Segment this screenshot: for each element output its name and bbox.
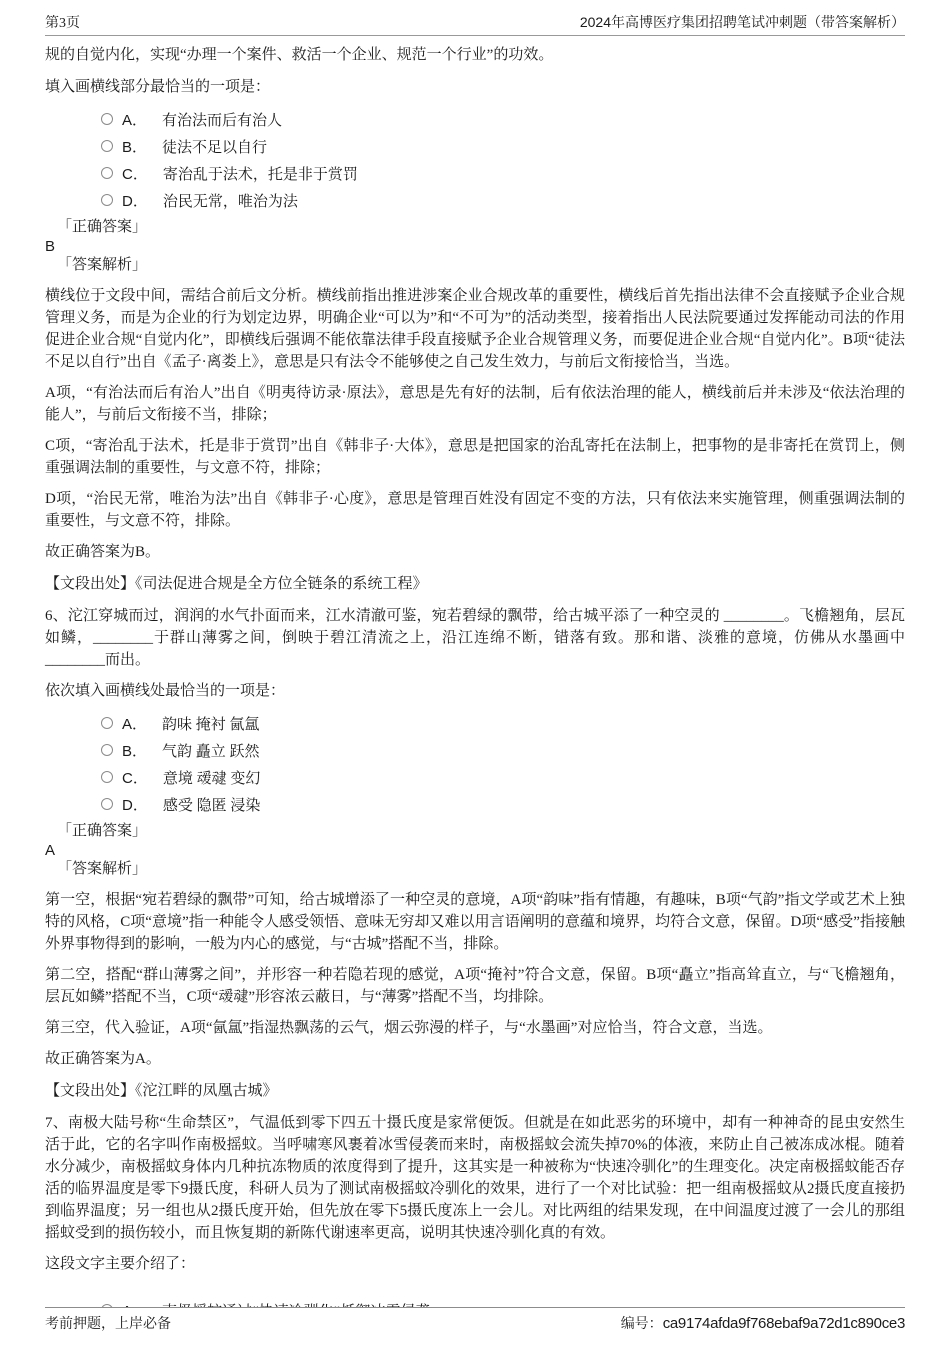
option-letter: C． (122, 165, 148, 183)
option-text: 治民无常，唯治为法 (162, 193, 298, 210)
q6-analysis-paragraph: 第三空，代入验证，A项“氤氲”指湿热飘荡的云气，烟云弥漫的样子，与“水墨画”对应恰当，符合文意，当选。 (45, 1020, 773, 1036)
q6-source: 【文段出处】《沱江畔的凤凰古城》 (45, 1083, 278, 1099)
q6-options (101, 712, 905, 815)
q6-analysis-label: 「答案解析」 (57, 861, 148, 877)
option-text: 感受 隐匿 浸染 (162, 797, 261, 814)
q5-option-c (101, 162, 905, 184)
option-text: 寄治乱于法术，托是非于赏罚 (162, 166, 358, 183)
q6-analysis-paragraph: 第一空，根据“宛若碧绿的飘带”可知，给古城增添了一种空灵的意境，A项“韵味”指有情趣，有趣味，B项“气韵”指文学或艺术上独特的风格，C项“意境”指一种能令人感受领悟、意味无穷却又难以用言语阐明的意蕴和境界，均符合文意，保留。D项“感受”指接触外界事物得到的影响，一般为内心的感觉，与“古城”搭配不当，排除。 (45, 892, 905, 952)
q5-conclusion: 故正确答案为B。 (45, 544, 161, 560)
q5-option-d (101, 189, 905, 211)
page-content (45, 44, 905, 1328)
q5-answer-label: 「正确答案」 (57, 219, 148, 235)
q6-answer-block (45, 822, 905, 879)
option-text: 意境 叆叇 变幻 (162, 770, 261, 787)
option-text: 有治法而后有治人 (162, 112, 283, 129)
q5-options (101, 108, 905, 211)
q5-analysis-label: 「答案解析」 (57, 257, 148, 273)
page-footer (45, 1307, 905, 1333)
radio-button-icon[interactable] (101, 744, 113, 756)
q6-prompt: 依次填入画横线处最恰当的一项是： (45, 683, 286, 699)
q5-source: 【文段出处】《司法促进合规是全方位全链条的系统工程》 (45, 576, 428, 592)
option-letter: A． (122, 111, 148, 129)
q6-option-b (101, 739, 905, 761)
q7-prompt: 这段文字主要介绍了： (45, 1256, 196, 1272)
q6-answer-label: 「正确答案」 (57, 823, 148, 839)
radio-button-icon[interactable] (101, 771, 113, 783)
q5-option-a (101, 108, 905, 130)
q5-answer-value: B (45, 238, 56, 255)
option-letter: D． (122, 192, 148, 210)
option-text: 韵味 掩衬 氤氲 (162, 716, 260, 733)
q5-analysis-paragraph: 横线位于文段中间，需结合前后文分析。横线前指出推进涉案企业合规改革的重要性，横线后首先指出法律不会直接赋予企业合规管理义务，而是为企业的行为划定边界，明确企业“可以为”和“不可为”的活动类型，接着指出人民法院要通过发挥能动司法的作用促进企业合规“自觉内化”，即横线后强调不能依靠法律手段直接赋予企业合规管理义务，而要促进企业合规“自觉内化”。B项“徒法不足以自行”出自《孟子·离娄上》，意思是只有法令不能够使之自己发生效力，与前后文衔接恰当，当选。 (45, 288, 905, 370)
q6-option-a (101, 712, 905, 734)
q7-stem: 7、南极大陆号称“生命禁区”，气温低到零下四五十摄氏度是家常便饭。但就是在如此恶劣的环境中，却有一种神奇的昆虫安然生活于此，它的名字叫作南极摇蚊。当呼啸寒风裹着冰雪侵袭而来时，南极摇蚊会流失掉70%的体液，来防止自己被冻成冰棍。随着水分减少，南极摇蚊身体内几种抗冻物质的浓度得到了提升，这其实是一种被称为“快速冷驯化”的生理变化。决定南极摇蚊能否存活的临界温度是零下9摄氏度，科研人员为了测试南极摇蚊冷驯化的效果，进行了一个对比试验：把一组南极摇蚊从2摄氏度直接扔到临界温度；另一组也从2摄氏度开始，但先放在零下5摄氏度冻上一会儿。对比两组的结果发现，在中间温度过渡了一会儿的那组摇蚊受到的损伤较小，而且恢复期的新陈代谢速率更高，说明其快速冷驯化真的有效。 (45, 1115, 905, 1241)
option-letter: A． (122, 715, 148, 733)
option-letter: D． (122, 796, 148, 814)
q5-prompt: 填入画横线部分最恰当的一项是： (45, 79, 271, 95)
q6-stem: 6、沱江穿城而过，润润的水气扑面而来，江水清澈可鉴，宛若碧绿的飘带，给古城平添了一种空灵的 ________。飞檐翘角，层瓦如鳞，________于群山薄雾之间，倒映于碧江清流之上，沿江连绵不断，错落有致。那和谐、淡雅的意境，仿佛从水墨画中 ________而出。 (45, 608, 905, 668)
option-text: 气韵 矗立 跃然 (162, 743, 260, 760)
page-header (45, 12, 905, 36)
radio-button-icon[interactable] (101, 167, 113, 179)
footer-serial-value: ca9174afda9f768ebaf9a72d1c890ce3 (662, 1315, 905, 1332)
q5-analysis-paragraph: A项，“有治法而后有治人”出自《明夷待访录·原法》，意思是先有好的法制，后有依法治理的能人，横线前后并未涉及“依法治理的能人”，与前后文衔接不当，排除； (45, 385, 905, 423)
option-letter: B． (122, 742, 148, 760)
footer-serial (621, 1313, 905, 1333)
footer-serial-label: 编号： (620, 1317, 663, 1332)
radio-button-icon[interactable] (101, 194, 113, 206)
radio-button-icon[interactable] (101, 798, 113, 810)
q6-analysis-paragraph: 第二空，搭配“群山薄雾之间”，并形容一种若隐若现的感觉，A项“掩衬”符合文意，保留。B项“矗立”指高耸直立，与“飞檐翘角，层瓦如鳞”搭配不当，C项“叆叇”形容浓云蔽日，与“薄雾”搭配不当，均排除。 (45, 967, 905, 1005)
q5-option-b (101, 135, 905, 157)
footer-slogan: 考前押题，上岸必备 (45, 1317, 171, 1332)
option-letter: C． (122, 769, 148, 787)
q5-analysis-paragraph: C项，“寄治乱于法术，托是非于赏罚”出自《韩非子·大体》，意思是把国家的治乱寄托在法制上，把事物的是非寄托在赏罚上，侧重强调法制的重要性，与文意不符，排除； (45, 438, 905, 476)
q5-answer-block (45, 218, 905, 275)
q6-answer-value: A (45, 842, 56, 859)
q5-analysis-paragraph: D项，“治民无常，唯治为法”出自《韩非子·心度》，意思是管理百姓没有固定不变的方法，只有依法来实施管理，侧重强调法制的重要性，与文意不符，排除。 (45, 491, 905, 529)
document-title: 2024年高博医疗集团招聘笔试冲刺题（带答案解析） (579, 14, 905, 30)
q6-option-c (101, 766, 905, 788)
radio-button-icon[interactable] (101, 717, 113, 729)
option-text: 徒法不足以自行 (162, 139, 268, 156)
q6-conclusion: 故正确答案为A。 (45, 1051, 161, 1067)
page-number: 第3页 (45, 16, 80, 31)
q6-option-d (101, 793, 905, 815)
radio-button-icon[interactable] (101, 140, 113, 152)
radio-button-icon[interactable] (101, 113, 113, 125)
option-letter: B． (122, 138, 148, 156)
q5-lead-paragraph: 规的自觉内化，实现“办理一个案件、救活一个企业、规范一个行业”的功效。 (45, 47, 554, 63)
